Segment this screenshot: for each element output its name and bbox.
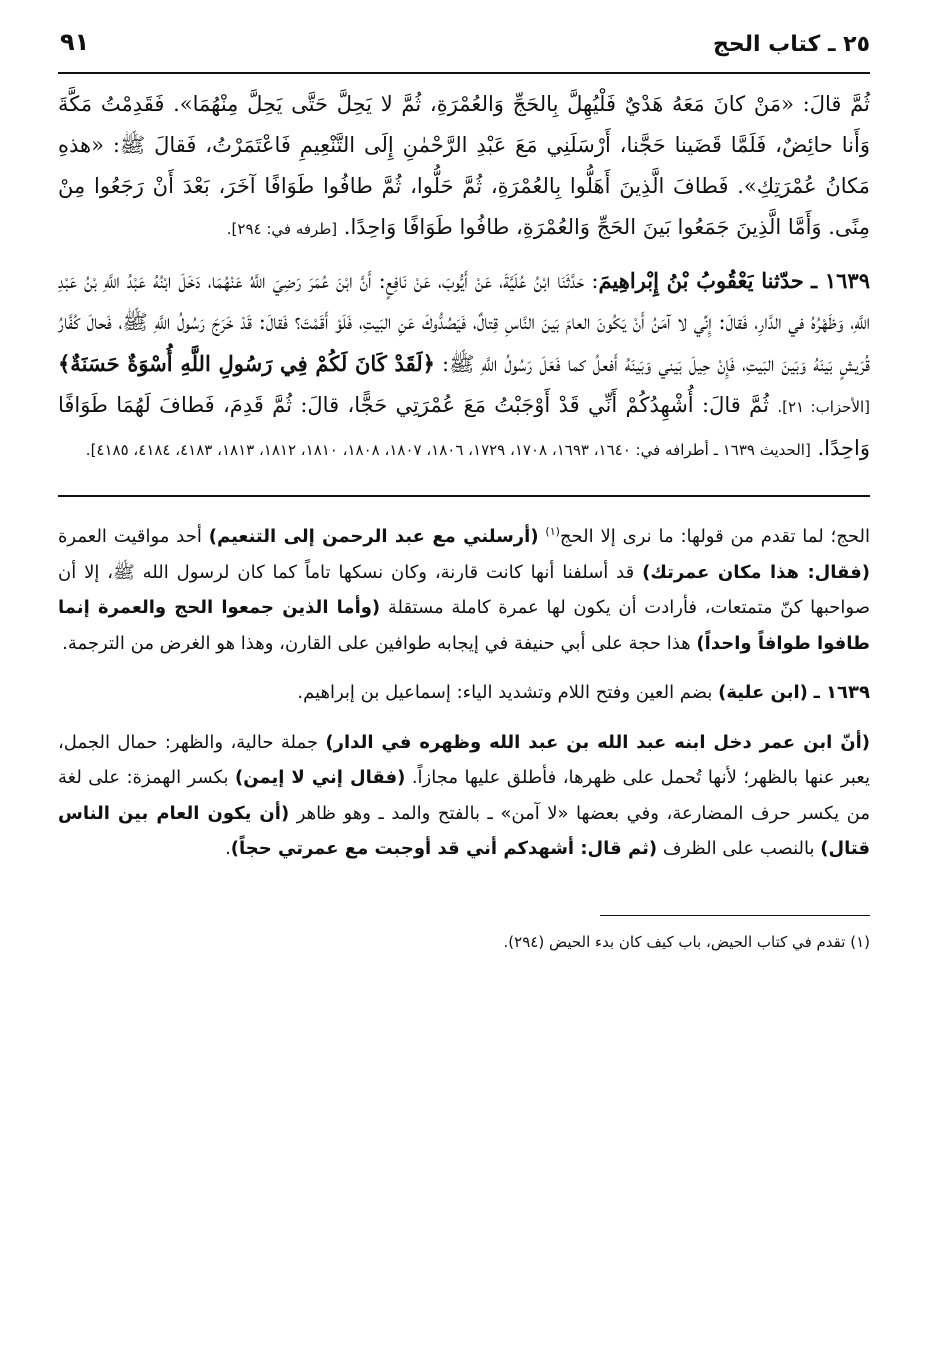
quran-reference: [الأحزاب: ٢١].: [777, 398, 871, 416]
commentary-text: أحد مواقيت العمرة: [58, 526, 202, 547]
section-divider: [58, 495, 870, 497]
hadith-1639: [58, 260, 870, 471]
commentary-paragraph: [58, 725, 870, 867]
text-line: فَقَدِمْتُ مَكَّةَ وَأَنا حائِضٌ، فَلَمَّا قَضَينا حَجَّنا، أَرْسَلَنِي مَعَ عَبْدِ الرَّحْمٰنِ إِلَى التَّنْعِيمِ: [58, 92, 870, 157]
quoted-phrase: (أرسلني مع عبد الرحمن إلى التنعيم): [208, 526, 539, 547]
commentary-paragraph: [58, 519, 870, 661]
hadith-1638-end: [58, 84, 870, 250]
commentary-text: الحج؛ لما تقدم من قولها: ما نرى إلا الحج: [559, 526, 870, 547]
quoted-phrase: (أن يكون العام بين الناس قتال): [58, 802, 870, 859]
text-line: ثُمَّ طافُوا طَوَافًا آخَرَ، بَعْدَ أَنْ رَجَعُوا مِنْ مِنًى. وَأَمَّا الَّذِينَ جَمَعُوا بَينَ الحَجِّ وَالعُمْرَةِ،: [58, 174, 870, 239]
commentary-text: .: [225, 838, 231, 859]
cross-reference: [طرفه في: ٢٩٤].: [226, 220, 338, 238]
quoted-phrase: (أنّ ابن عمر دخل ابنه عبد الله بن عبد الله وظهره في الدار): [325, 731, 870, 753]
page-number: ٩١: [60, 28, 90, 56]
commentary-text: بكسر الهمزة: على لغة من يكسر حرف المضارعة، وفي بعضها «لا آمن» ـ بالفتح والمد ـ وهو ظاهر: [58, 767, 870, 824]
footnote-text: تقدم في كتاب الحيض، باب كيف كان بدء الحيض (٢٩٤).: [503, 932, 846, 951]
commentary: [58, 519, 870, 867]
quoted-phrase: (فقال إني لا إيمن): [234, 767, 406, 788]
hadith-number: ١٦٣٩ ـ: [810, 268, 870, 293]
hadith-body: ثُمَّ قالَ: أُشْهِدُكُمْ أَنِّي قَدْ أَوْجَبْتُ مَعَ عُمْرَتِي حَجًّا، قالَ: ثُمَّ قَدِمَ، فَطافَ لَهُمَا طَوَافًا وَاحِدًا.: [58, 393, 870, 460]
quoted-phrase: (وأما الذين جمعوا الحج والعمرة إنما طافوا طوافاً واحداً): [58, 597, 870, 654]
commentary-text: جملة حالية، والظهر: حمال الجمل، يعبر عنها بالظهر؛ لأنها تُحمل على ظهرها، فأطلق عليها مجازاً.: [58, 731, 870, 788]
running-head: ٢٥ ـ كتاب الحج: [712, 32, 870, 57]
footnote-number: (١): [850, 932, 870, 951]
hadith-narrator: حدّثنا يَعْقُوبُ بْنُ إِبْراهِيمَ: [598, 268, 804, 293]
text-line: ثُمَّ قالَ: «مَنْ كانَ مَعَهُ هَدْيٌ فَلْيُهِلَّ بِالحَجِّ وَالعُمْرَةِ، ثُمَّ لا يَحِلَّ حَتَّى يَحِلَّ مِنْهُمَا».: [173, 92, 870, 116]
quran-verse: ﴿لَقَدْ كَانَ لَكُمْ فِي رَسُولِ اللَّهِ أُسْوَةٌ حَسَنَةٌ﴾: [58, 351, 435, 376]
quoted-phrase: (ثم قال: أشهدكم أني قد أوجبت مع عمرتي حجاً): [230, 838, 658, 859]
text-line: فَاعْتَمَرْتُ، فَقالَ ﷺ: «هذهِ مَكانُ عُمْرَتِكِ». فَطافَ الَّذِينَ أَهَلُّوا بِالعُمْرَةِ، ثُمَّ حَلُّوا،: [58, 133, 870, 198]
footnote-marker: (١): [545, 525, 560, 538]
commentary-text: بالنصب على الظرف: [662, 838, 815, 859]
commentary-text: بضم العين وفتح اللام وتشديد الياء: إسماعيل بن إبراهيم.: [297, 682, 713, 703]
hadith-number: ١٦٣٩ ـ: [813, 682, 870, 703]
commentary-text: هذا حجة على أبي حنيفة في إيجابه طوافين على القارن، وهذا هو الغرض من الترجمة.: [62, 632, 691, 654]
commentary-text: قد أسلفنا أنها كانت قارنة، وكان نسكها تاماً كما كان لرسول الله ﷺ، إلا أن صواحبها كنّ متمتعات، فأرادت أن يكون لها عمرة كاملة مستقلة: [58, 561, 870, 618]
quoted-phrase: (ابن علية): [718, 682, 808, 703]
text-line: طافُوا طَوَافًا وَاحِدًا.: [343, 215, 510, 239]
commentary-paragraph: [58, 675, 870, 711]
cross-reference: [الحديث ١٦٣٩ ـ أطرافه في: ١٦٤٠، ١٦٩٣، ١٧٠٨، ١٧٢٩، ١٨٠٦، ١٨٠٧، ١٨٠٨، ١٨١٠، ١٨١٢، ١٨١٣، ٤١٨٣، ٤١٨٤، ٤١٨٥].: [85, 441, 811, 459]
hadith-body: : حَدَّثَنَا ابْنُ عُلَيَّةَ، عَنْ أَيُّوبَ، عَنْ نَافِعٍ: أَنَّ ابْنَ عُمَرَ رَضِيَ اللَّهُ عَنْهُمَا، دَخَلَ ابْنُهُ عَبْدُ اللَّهِ بْنُ عَبْدِ اللَّهِ، وَظَهْرُهُ في الدَّارِ، فَقالَ: إِنِّي لا آمَنُ أَنْ يَكُونَ العامَ بَينَ النَّاسِ قِتالٌ، فَيَصُدُّوكَ عَنِ البَيتِ، فَلَوْ أَقَمْتَ؟ فَقالَ: قَدْ خَرَجَ رَسُولُ اللَّهِ ﷺ، فَحالَ كُفَّارُ قُرَيشٍ بَينَهُ وَبَينَ البَيتِ، فَإِنْ حِيلَ بَيني وَبَينَهُ أَفعلُ كما فَعَلَ رَسُولُ اللَّهِ ﷺ:: [58, 269, 870, 376]
footnote-divider: [600, 915, 870, 916]
book-page: [58, 24, 870, 1344]
quoted-phrase: (فقال: هذا مكان عمرتك): [642, 561, 870, 583]
footnote: [58, 930, 870, 954]
hadith-text: [58, 84, 870, 471]
page-header: [58, 24, 870, 74]
